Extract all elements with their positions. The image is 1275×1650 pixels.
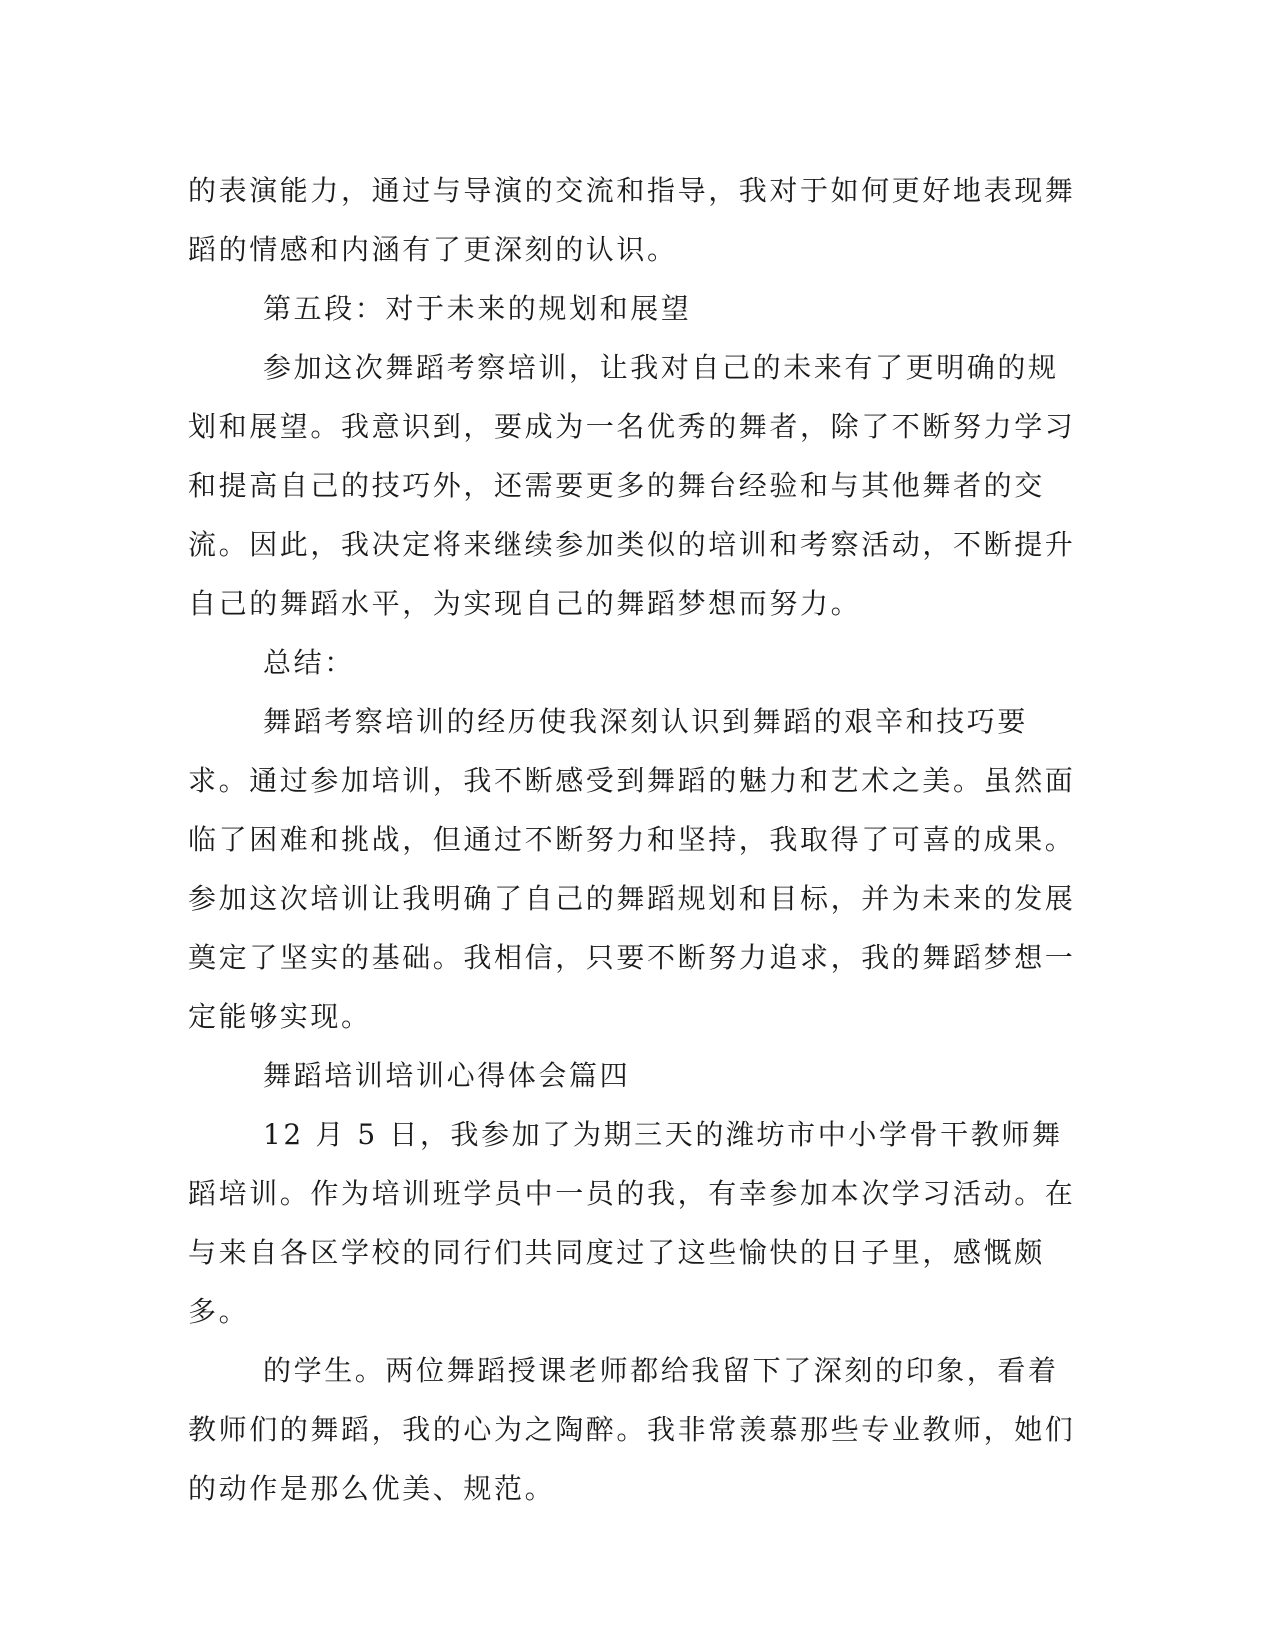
paragraph-continuation: 的表演能力，通过与导演的交流和指导，我对于如何更好地表现舞蹈的情感和内涵有了更深刻的认识。 (188, 174, 1076, 266)
paragraph-future-plans: 参加这次舞蹈考察培训，让我对自己的未来有了更明确的规划和展望。我意识到，要成为一名优秀的舞者，除了不断努力学习和提高自己的技巧外，还需要更多的舞台经验和与其他舞者的交流。因此，我决定将来继续参加类似的培训和考察活动，不断提升自己的舞蹈水平，为实现自己的舞蹈梦想而努力。 (188, 351, 1076, 620)
paragraph-training-date: 12 月 5 日，我参加了为期三天的潍坊市中小学骨干教师舞蹈培训。作为培训班学员中一员的我，有幸参加本次学习活动。在与来自各区学校的同行们共同度过了这些愉快的日子里，感慨颇多。 (188, 1118, 1076, 1328)
section-heading-five: 第五段：对于未来的规划和展望 (263, 292, 692, 325)
article-title-part-four: 舞蹈培训培训心得体会篇四 (263, 1059, 631, 1092)
document-body (188, 161, 1078, 1518)
paragraph-teachers: 的学生。两位舞蹈授课老师都给我留下了深刻的印象，看着教师们的舞蹈，我的心为之陶醉。我非常羡慕那些专业教师，她们的动作是那么优美、规范。 (188, 1354, 1076, 1505)
summary-heading: 总结： (263, 646, 355, 679)
paragraph-summary: 舞蹈考察培训的经历使我深刻认识到舞蹈的艰辛和技巧要求。通过参加培训，我不断感受到舞蹈的魅力和艺术之美。虽然面临了困难和挑战，但通过不断努力和坚持，我取得了可喜的成果。参加这次培训让我明确了自己的舞蹈规划和目标，并为未来的发展奠定了坚实的基础。我相信，只要不断努力追求，我的舞蹈梦想一定能够实现。 (188, 705, 1076, 1033)
